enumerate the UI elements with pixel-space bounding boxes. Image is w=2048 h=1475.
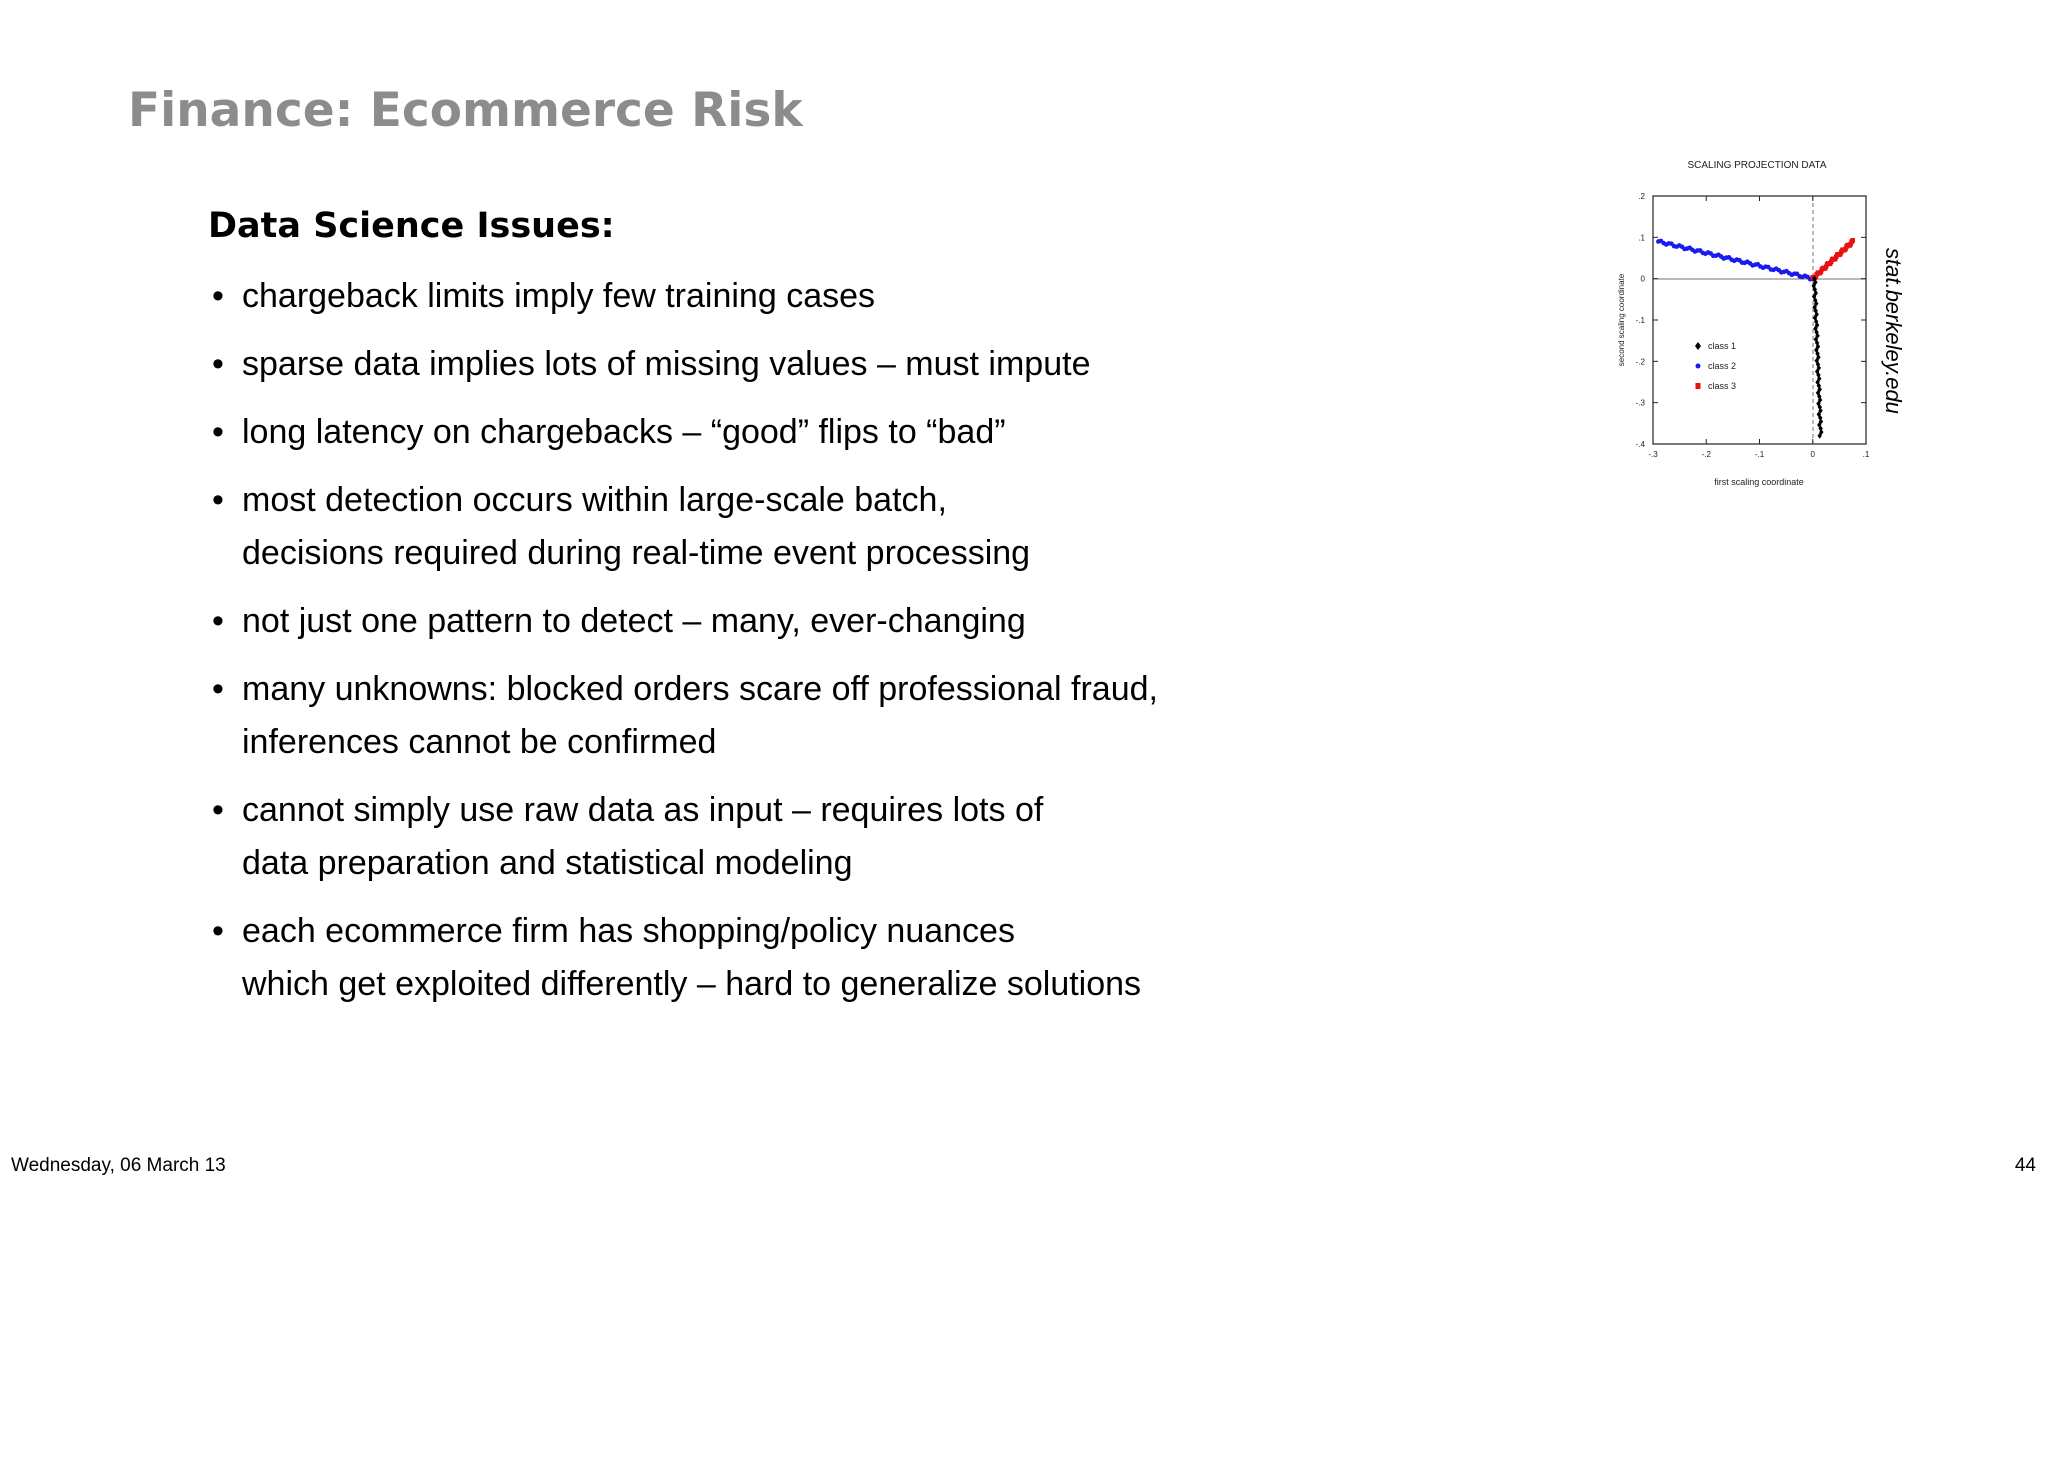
footer-date: Wednesday, 06 March 13 [11, 1155, 226, 1176]
scaling-plot-figure [1610, 155, 1910, 495]
bullet-item [208, 663, 1308, 769]
bullet-dot: • [212, 481, 224, 519]
bullet-dot: • [212, 602, 224, 640]
y-axis-label: second scaling coordinate [1617, 273, 1626, 367]
bullet-dot: • [212, 791, 224, 829]
x-tick-label: -.1 [1754, 450, 1765, 459]
y-tick-label: 0 [1640, 274, 1645, 284]
y-tick-label: .1 [1638, 233, 1645, 243]
bullet-text: long latency on chargebacks – “good” flips to “bad” [242, 413, 1006, 451]
legend-label: class 3 [1708, 381, 1737, 391]
class-3-point [1850, 238, 1855, 243]
x-tick-label: 0 [1810, 450, 1815, 459]
x-tick-label: .1 [1862, 450, 1870, 459]
y-tick-label: -.1 [1635, 316, 1645, 325]
bullet-text: many unknowns: blocked orders scare off professional fraud, [242, 670, 1158, 708]
bullet-dot: • [212, 912, 224, 950]
bullet-dot: • [212, 670, 224, 708]
bullet-item [208, 338, 1308, 391]
bullet-text: sparse data implies lots of missing values – must impute [242, 345, 1091, 383]
plot-frame [1653, 196, 1866, 444]
bullet-dot: • [212, 345, 224, 383]
bullet-dot: • [212, 277, 224, 315]
bullet-text: most detection occurs within large-scale batch, [242, 481, 947, 519]
bullet-dot: • [212, 413, 224, 451]
section-heading: Data Science Issues: [208, 206, 615, 246]
legend-marker-class-1 [1695, 342, 1701, 350]
legend-label: class 2 [1708, 361, 1737, 371]
bullet-item [208, 406, 1308, 459]
y-tick-label: -.4 [1635, 440, 1645, 449]
page-number: 44 [2014, 1155, 2036, 1176]
bullet-text: chargeback limits imply few training cases [242, 277, 876, 315]
image-credit: stat.berkeley.edu [1881, 248, 1906, 414]
bullet-item [208, 595, 1308, 648]
bullet-text: each ecommerce firm has shopping/policy nuances [242, 912, 1015, 950]
bullet-text: cannot simply use raw data as input – requires lots of [242, 791, 1044, 829]
x-axis-label: first scaling coordinate [1714, 477, 1804, 487]
bullet-text: not just one pattern to detect – many, ever-changing [242, 602, 1026, 640]
legend-marker-class-2 [1696, 364, 1701, 369]
bullet-text: inferences cannot be confirmed [242, 723, 717, 761]
bullet-list [208, 270, 1308, 1026]
bullet-item [208, 905, 1308, 1011]
bullet-item [208, 270, 1308, 323]
bullet-item [208, 784, 1308, 890]
bullet-text: decisions required during real-time event processing [242, 534, 1031, 572]
bullet-text: data preparation and statistical modeling [242, 844, 853, 882]
bullet-text: which get exploited differently – hard to generalize solutions [242, 965, 1142, 1003]
y-tick-label: .2 [1638, 192, 1645, 201]
scaling-plot [1610, 155, 1910, 495]
plot-legend [1695, 341, 1736, 391]
legend-label: class 1 [1708, 341, 1737, 351]
plot-axes [1636, 192, 1870, 459]
y-tick-label: -.3 [1635, 398, 1645, 408]
x-tick-label: -.3 [1648, 450, 1658, 459]
legend-marker-class-3 [1696, 383, 1701, 389]
x-tick-label: -.2 [1701, 450, 1711, 459]
y-tick-label: -.2 [1635, 357, 1645, 367]
bullet-item [208, 474, 1308, 580]
slide-title: Finance: Ecommerce Risk [128, 83, 803, 138]
plot-title: SCALING PROJECTION DATA [1687, 160, 1827, 171]
plot-points [1656, 238, 1855, 439]
